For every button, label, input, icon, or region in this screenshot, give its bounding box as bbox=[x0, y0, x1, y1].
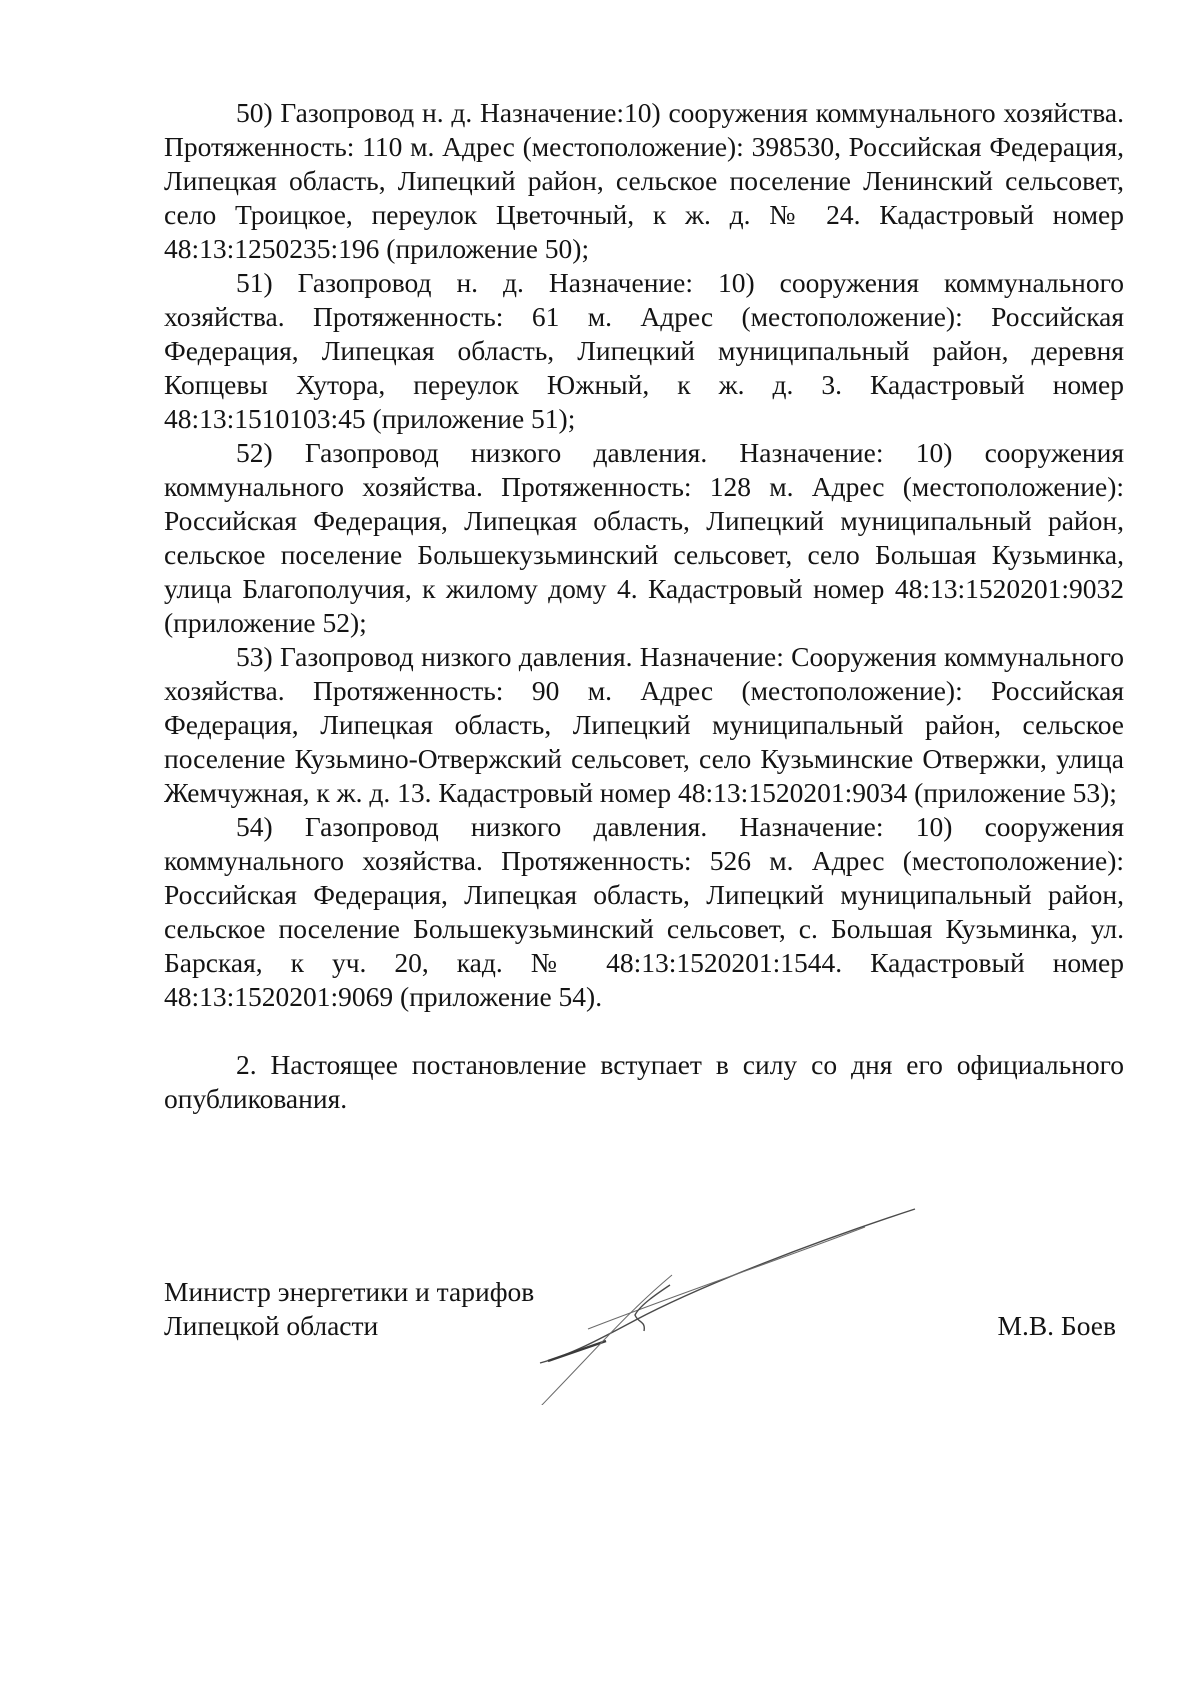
list-item: 52) Газопровод низкого давления. Назначение: 10) сооружения коммунального хозяйства. Протяженность: 128 м. Адрес (местоположение): Российская Федерация, Липецкая область, Липецкий муниципальный район, сельское поселение Большекузьминский сельсовет, село Большая Кузьминка, улица Благополучия, к жилому дому 4. Кадастровый номер 48:13:1520201:9032 (приложение 52); bbox=[164, 437, 1124, 638]
list-item: 51) Газопровод н. д. Назначение: 10) сооружения коммунального хозяйства. Протяженность: 61 м. Адрес (местоположение): Российская Федерация, Липецкая область, Липецкий муниципальный район, деревня Копцевы Хутора, переулок Южный, к ж. д. 3. Кадастровый номер 48:13:1510103:45 (приложение 51); bbox=[164, 267, 1124, 434]
signatory-title bbox=[164, 1275, 534, 1343]
list-item: 54) Газопровод низкого давления. Назначение: 10) сооружения коммунального хозяйства. Протяженность: 526 м. Адрес (местоположение): Российская Федерация, Липецкая область, Липецкий муниципальный район, сельское поселение Большекузьминский сельсовет, с. Большая Кузьминка, ул. Барская, к уч. 20, кад. № 48:13:1520201:1544. Кадастровый номер 48:13:1520201:9069 (приложение 54). bbox=[164, 811, 1124, 1012]
list-item: 53) Газопровод низкого давления. Назначение: Сооружения коммунального хозяйства. Протяженность: 90 м. Адрес (местоположение): Российская Федерация, Липецкая область, Липецкий муниципальный район, сельское поселение Кузьмино-Отвержский сельсовет, село Кузьминские Отвержки, улица Жемчужная, к ж. д. 13. Кадастровый номер 48:13:1520201:9034 (приложение 53); bbox=[164, 641, 1124, 808]
final-clause: 2. Настоящее постановление вступает в силу со дня его официального опубликования. bbox=[164, 1049, 1124, 1114]
signatory-title-line: Министр энергетики и тарифов bbox=[164, 1276, 535, 1307]
list-item: 50) Газопровод н. д. Назначение:10) сооружения коммунального хозяйства. Протяженность: 110 м. Адрес (местоположение): 398530, Российская Федерация, Липецкая область, Липецкий район, сельское поселение Ленинский сельсовет, село Троицкое, переулок Цветочный, к ж. д. № 24. Кадастровый номер 48:13:1250235:196 (приложение 50); bbox=[164, 97, 1124, 264]
document-body bbox=[164, 96, 1124, 1116]
signatory-title-line: Липецкой области bbox=[164, 1310, 379, 1341]
handwritten-signature bbox=[520, 1145, 1020, 1405]
signatory-name: М.В. Боев bbox=[997, 1310, 1116, 1341]
